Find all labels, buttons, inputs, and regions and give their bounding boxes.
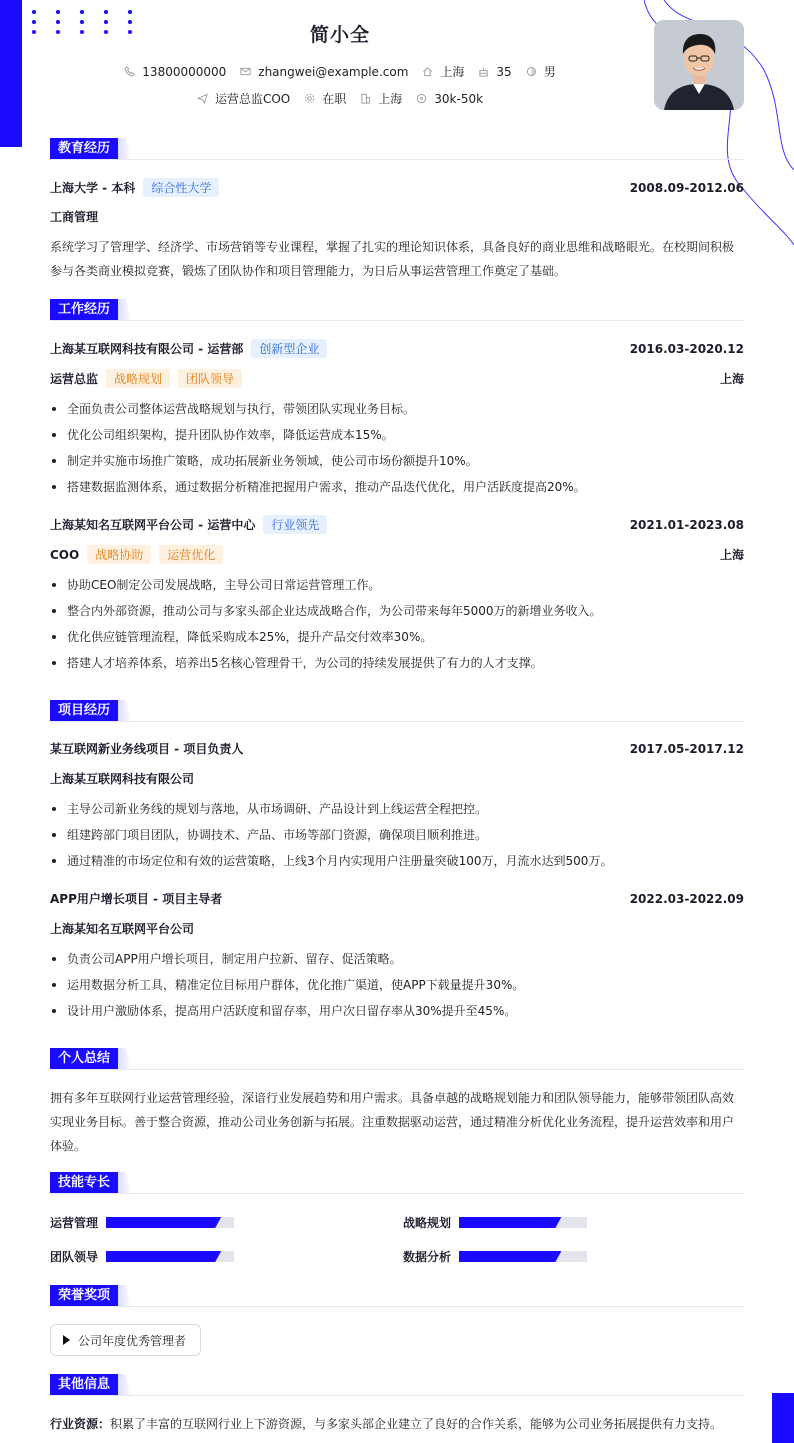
- skill-bar: [459, 1217, 587, 1228]
- age-text: 35: [496, 64, 512, 79]
- list-item: 优化公司组织架构，提升团队协作效率，降低运营成本15%。: [50, 422, 744, 448]
- skill-bar-fill: [459, 1217, 561, 1228]
- skill-item: [403, 1248, 587, 1265]
- project-bullets: [50, 946, 744, 1024]
- award-item: [50, 1324, 201, 1356]
- other-info: [50, 1413, 744, 1435]
- skills-title: 技能专长: [50, 1172, 118, 1193]
- skill-bar-fill: [106, 1251, 221, 1262]
- role-tag: 战略协助: [87, 545, 151, 564]
- section-tail-decoration: [118, 700, 132, 721]
- salary-text: 30k-50k: [434, 91, 484, 106]
- avatar: [654, 20, 744, 110]
- projects-section-header: [50, 700, 744, 722]
- gear-icon: [304, 93, 315, 104]
- triangle-bullet-icon: [63, 1335, 70, 1345]
- list-item: 负责公司APP用户增长项目，制定用户拉新、留存、促活策略。: [50, 946, 744, 972]
- job-role: 运营总监: [50, 372, 99, 386]
- candidate-name: 简小全: [309, 24, 370, 46]
- city-item: [422, 63, 464, 80]
- dot-decoration: [56, 10, 60, 14]
- skill-item: [50, 1214, 234, 1231]
- job-company: 上海某互联网科技有限公司 - 运营部: [50, 342, 244, 356]
- gender-item: [526, 63, 556, 80]
- job-bullets: [50, 572, 744, 676]
- list-item: 全面负责公司整体运营战略规划与执行，带领团队实现业务目标。: [50, 396, 744, 422]
- job-period: 2021.01-2023.08: [629, 517, 744, 532]
- list-item: 通过精准的市场定位和有效的运营策略，上线3个月内实现用户注册量突破100万，月流水达到500万。: [50, 848, 744, 874]
- skill-name: 运营管理: [50, 1216, 99, 1230]
- list-item: 搭建数据监测体系，通过数据分析精准把握用户需求，推动产品迭代优化，用户活跃度提高20%。: [50, 474, 744, 500]
- email-item: [240, 65, 408, 79]
- gender-icon: [526, 66, 537, 77]
- major-row: [50, 208, 744, 225]
- skill-item: [50, 1248, 234, 1265]
- role-tag: 运营优化: [159, 545, 223, 564]
- age-item: [478, 65, 511, 79]
- school-name: 上海大学 - 本科: [50, 181, 136, 195]
- project-org-row: [50, 770, 744, 787]
- project-period: 2017.05-2017.12: [629, 741, 744, 756]
- project-name: 某互联网新业务线项目 - 项目负责人: [50, 742, 244, 756]
- skill-bar-fill: [106, 1217, 221, 1228]
- school-tag: 综合性大学: [143, 178, 219, 197]
- education-title: 教育经历: [50, 138, 118, 159]
- salary-item: [416, 92, 483, 106]
- list-item: 组建跨部门项目团队，协调技术、产品、市场等部门资源，确保项目顺利推进。: [50, 822, 744, 848]
- project-org: 上海某互联网科技有限公司: [50, 772, 195, 786]
- section-tail-decoration: [118, 1374, 132, 1395]
- list-item: 协助CEO制定公司发展战略，主导公司日常运营管理工作。: [50, 572, 744, 598]
- list-item: 整合内外部资源，推动公司与多家头部企业达成战略合作，为公司带来每年5000万的新增业务收入。: [50, 598, 744, 624]
- email-text[interactable]: zhangwei@example.com: [258, 64, 409, 79]
- education-row: [50, 178, 744, 197]
- job-location: 上海: [719, 372, 744, 386]
- dot-decoration: [128, 10, 132, 14]
- job-period: 2016.03-2020.12: [629, 341, 744, 356]
- job-company: 上海某知名互联网平台公司 - 运营中心: [50, 518, 256, 532]
- cake-icon: [478, 66, 489, 77]
- home-icon: [422, 66, 433, 77]
- summary-section-header: [50, 1048, 744, 1070]
- city-text: 上海: [440, 65, 465, 79]
- project-name: APP用户增长项目 - 项目主导者: [50, 892, 223, 906]
- role-tag: 战略规划: [106, 369, 170, 388]
- other-text: 积累了丰富的互联网行业上下游资源，与多家头部企业建立了良好的合作关系，能够为公司业务拓展提供有力支持。: [110, 1417, 723, 1431]
- summary-title: 个人总结: [50, 1048, 118, 1069]
- section-tail-decoration: [118, 1048, 132, 1069]
- project-org-row: [50, 920, 744, 937]
- project-row: [50, 740, 744, 757]
- send-icon: [197, 93, 208, 104]
- awards-title: 荣誉奖项: [50, 1285, 118, 1306]
- job-intent-row: [0, 90, 680, 107]
- projects-title: 项目经历: [50, 700, 118, 721]
- job-role-row: [50, 369, 744, 388]
- project-row: [50, 890, 744, 907]
- project-period: 2022.03-2022.09: [629, 891, 744, 906]
- job-role: COO: [50, 547, 80, 562]
- gender-text: 男: [543, 65, 556, 79]
- status-text: 在职: [322, 92, 347, 106]
- mail-icon: [240, 66, 251, 77]
- education-period: 2008.09-2012.06: [629, 180, 744, 195]
- job-company-row: [50, 515, 744, 534]
- building-icon: [360, 93, 371, 104]
- coin-icon: [416, 93, 427, 104]
- other-title: 其他信息: [50, 1374, 118, 1395]
- dot-decoration: [80, 10, 84, 14]
- skill-bar: [459, 1251, 587, 1262]
- dot-decoration: [104, 10, 108, 14]
- job-location: 上海: [719, 548, 744, 562]
- phone-text[interactable]: 13800000000: [142, 64, 227, 79]
- other-label: 行业资源：: [50, 1417, 111, 1431]
- contact-info-row: [0, 63, 680, 80]
- status-item: [304, 90, 346, 107]
- target-position-item: [197, 90, 290, 107]
- skill-item: [403, 1214, 587, 1231]
- list-item: 搭建人才培养体系，培养出5名核心管理骨干，为公司的持续发展提供了有力的人才支撑。: [50, 650, 744, 676]
- section-tail-decoration: [118, 1172, 132, 1193]
- summary-text: 拥有多年互联网行业运营管理经验，深谙行业发展趋势和用户需求。具备卓越的战略规划能力和团队领导能力，能够带领团队高效实现业务目标。善于整合资源，推动公司业务创新与拓展。注重数据驱动运营，通过精准分析优化业务流程，提升运营效率和用户体验。: [50, 1091, 735, 1153]
- list-item: 主导公司新业务线的规划与落地，从市场调研、产品设计到上线运营全程把控。: [50, 796, 744, 822]
- work-section-header: [50, 299, 744, 321]
- target-city-item: [360, 90, 402, 107]
- corner-accent-block: [772, 1393, 794, 1443]
- target-position-text: 运营总监COO: [214, 92, 291, 106]
- skill-name: 战略规划: [403, 1216, 452, 1230]
- section-tail-decoration: [118, 1285, 132, 1306]
- list-item: 设计用户激励体系，提高用户活跃度和留存率，用户次日留存率从30%提升至45%。: [50, 998, 744, 1024]
- work-title: 工作经历: [50, 299, 118, 320]
- award-text: 公司年度优秀管理者: [78, 1333, 187, 1348]
- list-item: 运用数据分析工具，精准定位目标用户群体，优化推广渠道，使APP下载量提升30%。: [50, 972, 744, 998]
- job-bullets: [50, 396, 744, 500]
- dot-decoration: [32, 10, 36, 14]
- job-role-row: [50, 545, 744, 564]
- skill-bar: [106, 1251, 234, 1262]
- skills-section-header: [50, 1172, 744, 1194]
- awards-section-header: [50, 1285, 744, 1307]
- skill-bar: [106, 1217, 234, 1228]
- list-item: 优化供应链管理流程，降低采购成本25%，提升产品交付效率30%。: [50, 624, 744, 650]
- phone-item: [124, 65, 226, 79]
- list-item: 制定并实施市场推广策略，成功拓展新业务领域，使公司市场份额提升10%。: [50, 448, 744, 474]
- project-org: 上海某知名互联网平台公司: [50, 922, 195, 936]
- major: 工商管理: [50, 210, 99, 224]
- education-section-header: [50, 138, 744, 160]
- section-tail-decoration: [118, 138, 132, 159]
- job-company-row: [50, 339, 744, 358]
- section-tail-decoration: [118, 299, 132, 320]
- project-bullets: [50, 796, 744, 874]
- phone-icon: [124, 66, 135, 77]
- education-description: 系统学习了管理学、经济学、市场营销等专业课程，掌握了扎实的理论知识体系，具备良好的商业思维和战略眼光。在校期间积极参与各类商业模拟竞赛，锻炼了团队协作和项目管理能力，为日后从事运营管理工作奠定了基础。: [50, 240, 735, 278]
- target-city-text: 上海: [378, 92, 403, 106]
- role-tag: 团队领导: [178, 369, 242, 388]
- skill-name: 数据分析: [403, 1250, 452, 1264]
- company-tag: 创新型企业: [251, 339, 327, 358]
- other-section-header: [50, 1374, 744, 1396]
- skill-name: 团队领导: [50, 1250, 99, 1264]
- company-tag: 行业领先: [263, 515, 327, 534]
- skill-bar-fill: [459, 1251, 561, 1262]
